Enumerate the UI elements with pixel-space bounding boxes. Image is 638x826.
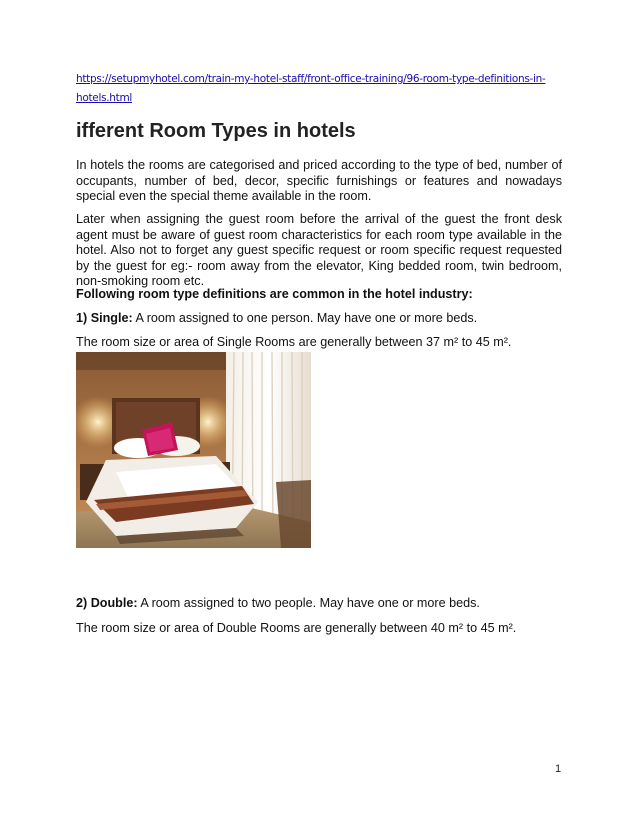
double-size-note: The room size or area of Double Rooms are generally between 40 m² to 45 m².	[76, 621, 517, 635]
single-text: A room assigned to one person. May have one or more beds.	[132, 311, 478, 325]
single-room-photo	[76, 352, 311, 548]
source-link-line-2: hotels.html	[76, 92, 132, 104]
page-number: 1	[555, 763, 562, 775]
common-definitions-heading: Following room type definitions are common in the hotel industry:	[76, 287, 473, 301]
page-title: ifferent Room Types in hotels	[76, 120, 356, 142]
source-link[interactable]	[76, 70, 556, 108]
intro-paragraph: In hotels the rooms are categorised and priced according to the type of bed, number of occupants, number of bed, decor, specific furnishings or features and nowadays special even the special theme available in the room.	[76, 158, 562, 203]
double-definition	[76, 596, 562, 612]
assigning-paragraph: Later when assigning the guest room before the arrival of the guest the front desk agent must be aware of guest room characteristics for each room type available in the hotel. Also not to forget any guest specific request or room specific request requested by the guest for eg:- room away from the elevator, King bedded room, twin bedroom, non-smoking room etc.	[76, 212, 562, 288]
single-label: 1) Single:	[76, 311, 133, 325]
single-definition	[76, 311, 562, 327]
single-size-note: The room size or area of Single Rooms are generally between 37 m² to 45 m².	[76, 335, 512, 349]
double-text: A room assigned to two people. May have one or more beds.	[137, 596, 480, 610]
double-label: 2) Double:	[76, 596, 138, 610]
source-link-line-1: https://setupmyhotel.com/train-my-hotel-staff/front-office-training/96-room-type-definitions-in-	[76, 73, 546, 85]
